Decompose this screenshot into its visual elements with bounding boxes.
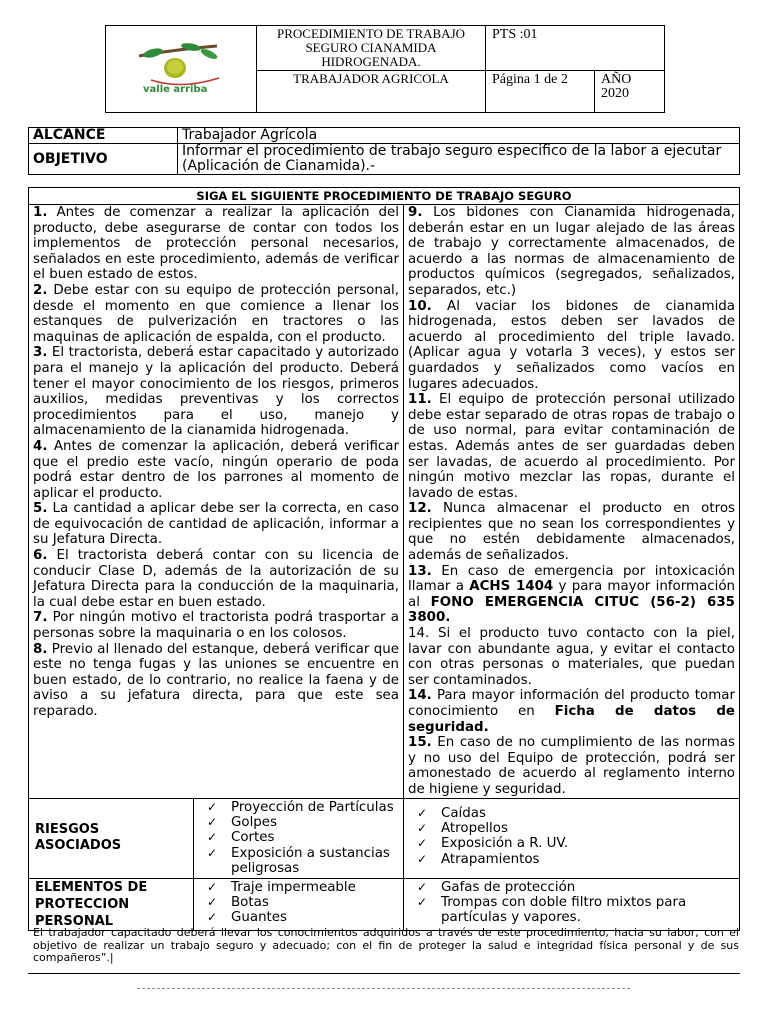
procedure-left-column (29, 205, 404, 799)
procedure-title: SIGA EL SIGUIENTE PROCEDIMIENTO DE TRABAJO SEGURO (29, 188, 740, 205)
step: 12. Nunca almacenar el producto en otros recipientes que no sean los correspondientes y que no estén debidamente almacenados, además de señalizados. (408, 501, 735, 564)
ppe-item: ✓ Guantes (195, 910, 402, 925)
ppe-left-list (194, 878, 404, 930)
valle-arriba-logo (131, 40, 231, 96)
step: 1. Antes de comenzar a realizar la aplicación del producto, debe asegurarse de contar con todos los implementos de protección personal necesarios, señalados en este procedimiento, además de verificar el buen estado de estos. (33, 205, 399, 283)
procedure-table (28, 187, 740, 931)
step: 8. Previo al llenado del estanque, deberá verificar que este no tenga fugas y las uniones se encuentre en buen estado, de lo contrario, no realice la faena y de aviso a su jefatura directa, para que este sea reparado. (33, 641, 399, 719)
risk-item: ✓ Atrapamientos (405, 852, 738, 867)
risk-item: ✓ Cortes (195, 830, 402, 845)
step: 5. La cantidad a aplicar debe ser la correcta, en caso de equivocación de cantidad de aplicación, informar a su Jefatura Directa. (33, 501, 399, 548)
doc-subtitle: TRABAJADOR AGRICOLA (257, 71, 486, 113)
alcance-label: ALCANCE (29, 128, 178, 144)
risks-right-list (404, 798, 740, 878)
doc-title-line: HIDROGENADA. (321, 54, 421, 69)
risk-item: ✓ Golpes (195, 815, 402, 830)
year-value: 2020 (601, 86, 629, 101)
risk-item: ✓ Exposición a sustancias peligrosas (195, 846, 402, 877)
step: 15. En caso de no cumplimiento de las normas y no uso del Equipo de protección, podrá ser amonestado de acuerdo al reglamento interno de higiene y seguridad. (408, 735, 735, 797)
scope-table (28, 127, 740, 175)
header-table (105, 25, 665, 113)
step: 4. Antes de comenzar la aplicación, deberá verificar que el predio este vacío, ningún operario de poda podrá estar dentro de los parrones al momento de aplicar el producto. (33, 438, 399, 501)
doc-code: PTS :01 (486, 26, 665, 71)
step: 9. Los bidones con Cianamida hidrogenada, deberán estar en un lugar alejado de las áreas de trabajo y correctamente almacenados, de acuerdo a las normas de almacenamiento de productos químicos (segregados, señalizados, separados, etc.) (408, 205, 735, 298)
step: 14. Para mayor información del producto tomar conocimiento en Ficha de datos de seguridad. (408, 688, 735, 735)
ppe-label: ELEMENTOS DE PROTECCION PERSONAL (29, 878, 194, 930)
ppe-item: ✓ Botas (195, 895, 402, 910)
doc-title-line: PROCEDIMIENTO DE TRABAJO (276, 26, 466, 41)
divider (28, 973, 740, 974)
step: 7. Por ningún motivo el tractorista podrá trasportar a personas sobre la maquinaria o en los colosos. (33, 610, 399, 642)
year-cell (595, 71, 665, 113)
step: 3. El tractorista, deberá estar capacitado y autorizado para el manejo y la aplicación del producto. Deberá tener el mayor conocimiento de los riesgos, primeros auxilios, medidas preventivas y los correctos procedimientos para el uso, manejo y almacenamiento de la cianamida hidrogenada. (33, 345, 399, 439)
title-cell (257, 26, 486, 71)
alcance-value: Trabajador Agrícola (178, 128, 740, 144)
step: 14. Si el producto tuvo contacto con la piel, lavar con abundante agua, y evitar el contacto con otras personas o materiales, que puedan ser contaminados. (408, 626, 735, 688)
procedure-right-column (404, 205, 740, 799)
objetivo-value: Informar el procedimiento de trabajo seguro especifico de la labor a ejecutar (Aplicación de Cianamida).- (178, 144, 740, 175)
step: 13. En caso de emergencia por intoxicación llamar a ACHS 1404 y para mayor información al FONO EMERGENCIA CITUC (56-2) 635 3800. (408, 563, 736, 626)
risk-item: ✓ Caídas (405, 806, 738, 821)
ppe-item: ✓ Trompas con doble filtro mixtos para partículas y vapores. (405, 895, 738, 926)
risk-item: ✓ Exposición a R. UV. (405, 836, 738, 851)
ppe-right-list (404, 878, 740, 930)
logo-cell (106, 26, 257, 113)
step: 10. Al vaciar los bidones de cianamida hidrogenada, estos deben ser lavados de acuerdo al procedimiento del triple lavado. (Aplicar agua y votarla 3 veces), y estos ser guardados y señalizados como vacíos en lugares adecuados. (408, 298, 735, 392)
step: 11. El equipo de protección personal utilizado debe estar separado de otras ropas de trabajo o de uso normal, para evitar contaminación de estas. Además antes de ser guardadas deben ser lavadas, de acuerdo al procedimiento. Por ningún motivo mezclar las ropas, durante el lavado de estas. (408, 392, 735, 501)
closing-note: El trabajador capacitado deberá llevar los conocimientos adquiridos a través de este procedimiento, hacia su labor, con el objetivo de realizar un trabajo seguro y adecuado; con el fin de proteger la salud e integridad física personal y de sus compañeros”.| (33, 926, 739, 965)
risk-item: ✓ Proyección de Partículas (195, 800, 402, 815)
risks-label: RIESGOS ASOCIADOS (29, 798, 194, 878)
step: 6. El tractorista deberá contar con su licencia de conducir Clase D, además de la autorización de su Jefatura Directa para la conducción de la maquinaria, la cual debe estar en buen estado. (33, 548, 399, 610)
doc-title-line: SEGURO CIANAMIDA (305, 40, 437, 55)
year-label: AÑO (601, 72, 632, 87)
signature-line (137, 988, 630, 989)
risks-left-list (194, 798, 404, 878)
logo-text: valle arriba (143, 83, 208, 95)
objetivo-label: OBJETIVO (29, 144, 178, 175)
page-number: Página 1 de 2 (486, 71, 595, 113)
step: 2. Debe estar con su equipo de protección personal, desde el momento en que comience a llenar los estanques de pulverización en tractores o las maquinas de aplicación de espalda, con el producto. (33, 282, 399, 345)
ppe-item: ✓ Gafas de protección (405, 880, 738, 895)
risk-item: ✓ Atropellos (405, 821, 738, 836)
ppe-item: ✓ Traje impermeable (195, 880, 402, 895)
